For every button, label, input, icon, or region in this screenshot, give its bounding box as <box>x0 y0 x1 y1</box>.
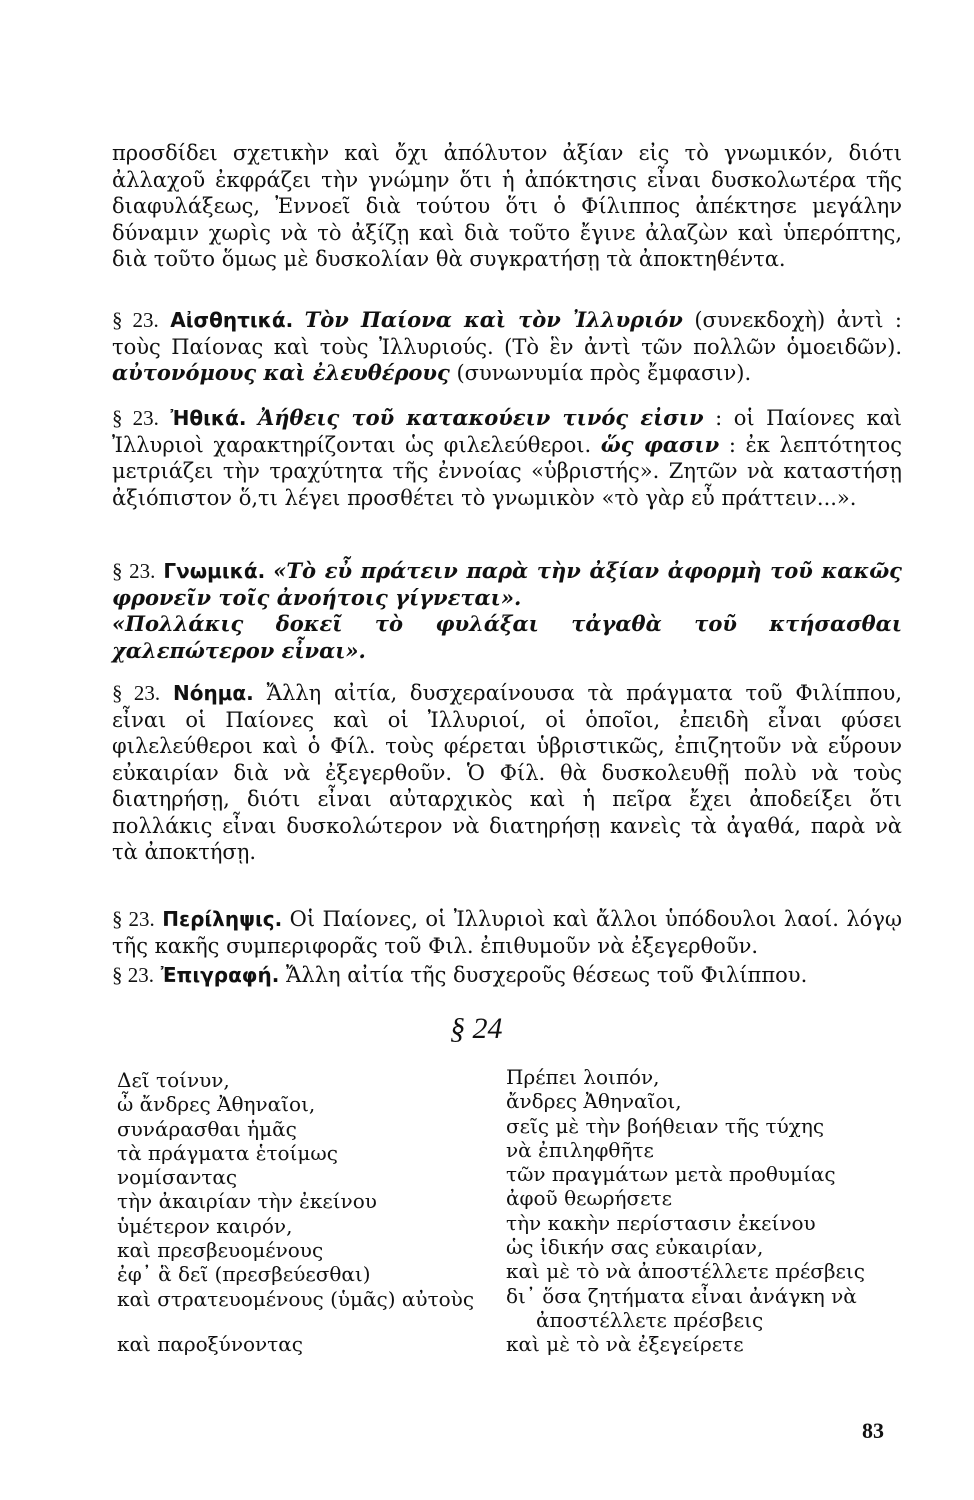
section-text: (συνωνυμία πρὸς ἔμφασιν). <box>449 361 752 385</box>
section-noima <box>112 680 902 866</box>
section-title: Γνωμικά. <box>163 559 266 583</box>
translation-line: καὶ μὲ τὸ νὰ ἐξεγείρετε <box>506 1332 744 1357</box>
section-text: Οἱ Παίονες, οἱ Ἰλλυριοὶ καὶ ἄλλοι ὑπόδουλοι λαοί. λόγῳ τῆς κακῆς συμπεριφορᾶς τοῦ Φιλ. ἐπιθυμοῦν νὰ ἐξεγερθοῦν. <box>112 907 902 958</box>
page-number: 83 <box>862 1418 884 1443</box>
translation-line: σεῖς μὲ τὴν βοήθειαν τῆς τύχης <box>506 1113 825 1138</box>
translation-line: καὶ μὲ τὸ νὰ ἀποστέλλετε πρέσβεις <box>506 1259 865 1284</box>
section-number: § 23. <box>112 681 161 705</box>
intro-text: προσδίδει σχετικὴν καὶ ὄχι ἀπόλυτον ἀξίαν εἰς τὸ γνωμικόν, διότι ἀλλαχοῦ ἐκφράζει τὴν γνώμην ὅτι ἡ ἀπόκτησις εἶναι δυσκολωτέρα τῆς διαφυλάξεως, Ἐννοεῖ διὰ τούτου ὅτι ὁ Φίλιππος ἀπέκτησε μεγάλην δύναμιν χωρὶς νὰ τὸ ἀξίζῃ καὶ διὰ τοῦτο ἔγινε ἀλαζὼν καὶ ὑπερόπτης, διὰ τοῦτο ὅμως μὲ δυσκολίαν θὰ συγκρατήσῃ τὰ ἀποκτηθέντα. <box>112 141 902 271</box>
original-line: καὶ πρεσβευομένους <box>117 1238 324 1263</box>
section-text: Ἄλλη αἰτία τῆς δυσχεροῦς θέσεως τοῦ Φιλίππου. <box>279 963 808 987</box>
maxim: «Πολλάκις δοκεῖ τὸ φυλάξαι τἀγαθὰ τοῦ κτήσασθαι χαλεπώτερον εἶναι». <box>112 611 902 663</box>
section-text: (συνεκδοχὴ) ἀντὶ : τοὺς Παίονας καὶ τοὺς Ἰλλυριούς. (Τὸ ἓν ἀντὶ τῶν πολλῶν ὁμοειδῶν). <box>112 308 902 359</box>
maxim: «Τὸ εὖ πράτειν παρὰ τὴν ἀξίαν ἀφορμὴ τοῦ κακῶς φρονεῖν τοῖς ἀνοήτοις γίγνεται». <box>112 558 902 610</box>
section-number: § 23. <box>112 559 156 583</box>
translation-line: τῶν πραγμάτων μετὰ προθυμίας <box>506 1162 836 1187</box>
quoted-phrase: Ἀήθεις τοῦ κατακούειν τινός εἰσιν <box>258 405 704 430</box>
translation-line: νὰ ἐπιληφθῆτε <box>506 1137 654 1162</box>
original-line: συνάρασθαι ἡμᾶς <box>117 1116 297 1141</box>
original-line: ὦ ἄνδρες Ἀθηναῖοι, <box>117 1092 316 1117</box>
section-ithika <box>112 405 902 511</box>
translation-line: τὴν κακὴν περίστασιν ἐκείνου <box>506 1210 816 1235</box>
section-number: § 23. <box>112 907 155 931</box>
section-text: : οἱ Παίονες καὶ Ἰλλυριοὶ χαρακτηρίζονται ὡς φιλελεύθεροι. <box>112 406 902 457</box>
section-gnomika <box>112 558 902 664</box>
quoted-phrase: ὥς φασιν <box>600 431 720 457</box>
original-line: τὰ πράγματα ἑτοίμως <box>117 1140 338 1165</box>
section-24-heading: § 24 <box>450 1012 503 1045</box>
translation-line: δι᾽ ὅσα ζητήματα εἶναι ἀνάγκη νὰ <box>506 1283 857 1308</box>
section-aisthitika <box>112 307 902 387</box>
section-title: Ἠθικά. <box>170 406 247 430</box>
section-number: § 23. <box>112 308 159 332</box>
original-line: Δεῖ τοίνυν, <box>117 1068 230 1092</box>
section-title: Αἰσθητικά. <box>170 308 294 332</box>
section-title: Ἐπιγραφή. <box>160 963 280 987</box>
section-title: Περίληψις. <box>162 907 283 931</box>
section-title: Νόημα. <box>172 681 254 705</box>
quoted-phrase: Τὸν Παίονα καὶ τὸν Ἰλλυριόν <box>304 307 683 332</box>
section-text: : ἐκ λεπτότητος μετριάζει τὴν τραχύτητα τῆς ἐννοίας «ὑβριστής». Ζητῶν νὰ καταστήσῃ ἀξιόπιστον ὅ,τι λέγει προσθέτει τὸ γνωμικὸν «τὸ γὰρ εὖ πράττειν...». <box>112 432 902 510</box>
original-line: καὶ στρατευομένους (ὑμᾶς) αὐτοὺς <box>117 1286 475 1311</box>
original-text-column <box>117 1068 474 1356</box>
section-number: § 23. <box>112 963 154 987</box>
translation-line: ὡς ἰδικήν σας εὐκαιρίαν, <box>506 1235 764 1260</box>
original-line: τὴν ἀκαιρίαν τὴν ἐκείνου <box>117 1189 377 1214</box>
translation-column <box>506 1065 865 1357</box>
original-line: νομίσαντας <box>117 1165 238 1190</box>
section-perilipsis <box>112 906 902 959</box>
translation-line: Πρέπει λοιπόν, <box>506 1065 660 1089</box>
translation-line: ἄνδρες Ἀθηναῖοι, <box>506 1089 682 1114</box>
translation-line: ἀποστέλλετε πρέσβεις <box>536 1307 764 1332</box>
intro-paragraph <box>112 140 902 273</box>
original-line: καὶ παροξύνοντας <box>117 1331 303 1356</box>
section-number: § 23. <box>112 406 159 430</box>
quoted-phrase: αὐτονόμους καὶ ἐλευθέρους <box>112 360 450 385</box>
section-epigrafi <box>112 962 902 989</box>
section-text: Ἄλλη αἰτία, δυσχεραίνουσα τὰ πράγματα τοῦ Φιλίππου, εἶναι οἱ Παίονες καὶ οἱ Ἰλλυριοί, οἱ ὁποῖοι, ἐπειδὴ εἶναι φύσει φιλελεύθεροι καὶ ὁ Φίλ. τοὺς φέρεται ὑβριστικῶς, ἐπιζητοῦν νὰ εὕρουν εὐκαιρίαν διὰ νὰ ἐξεγερθοῦν. Ὁ Φίλ. θὰ δυσκολευθῇ πολὺ νὰ τοὺς διατηρήσῃ, διότι εἶναι αὐταρχικὸς καὶ ἡ πεῖρα ἔχει ἀποδείξει ὅτι πολλάκις εἶναι δυσκολώτερον νὰ διατηρήσῃ κανεὶς τὰ ἀγαθά, παρὰ νὰ τὰ ἀποκτήσῃ. <box>112 681 903 864</box>
original-line: ὑμέτερον καιρόν, <box>117 1213 293 1238</box>
translation-line: ἀφοῦ θεωρήσετε <box>506 1186 672 1211</box>
original-line: ἐφ᾽ ἃ δεῖ (πρεσβεύεσθαι) <box>117 1262 371 1287</box>
